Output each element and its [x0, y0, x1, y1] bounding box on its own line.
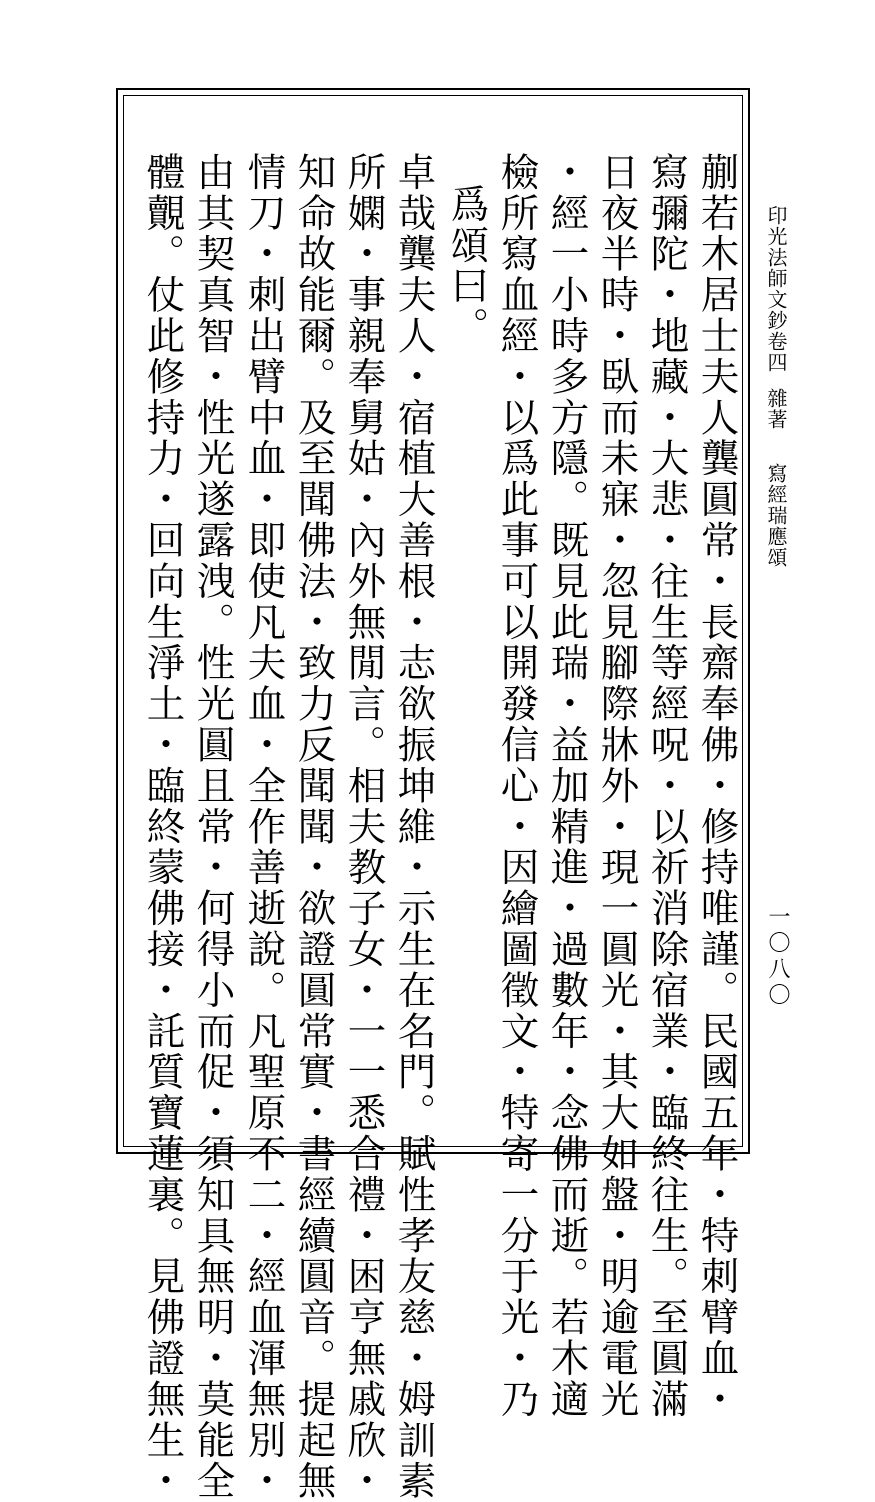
- section-label: 雜著: [764, 388, 788, 430]
- book-title: 印光法師文鈔卷四: [764, 205, 788, 373]
- text-column: 所嫻・事親奉舅姑・內外無閒言。相夫教子女・一一悉合禮・困亨無戚欣・: [341, 152, 387, 1502]
- text-column: ・經一小時多方隱。既見此瑞・益加精進・過數年・念佛而逝。若木適: [544, 152, 590, 1420]
- text-column: 蒯若木居士夫人龔圓常・長齋奉佛・修持唯謹。民國五年・特刺臂血・: [694, 152, 740, 1420]
- text-column: 情刀・刺出臂中血・即使凡夫血・全作善逝說。凡聖原不二・經血渾無別・: [241, 152, 287, 1502]
- text-column: 卓哉龔夫人・宿植大善根・志欲振坤維・示生在名門。賦性孝友慈・姆訓素: [391, 152, 437, 1502]
- text-column: 體覿。仗此修持力・回向生淨土・臨終蒙佛接・託質寶蓮裏。見佛證無生・: [140, 152, 186, 1502]
- text-column: 寫彌陀・地藏・大悲・往生等經呪・以祈消除宿業・臨終往生。至圓滿: [644, 152, 690, 1420]
- text-column: 檢所寫血經・以爲此事可以開發信心・因繪圖徵文・特寄一分于光・乃: [494, 152, 540, 1420]
- text-column: 爲頌曰。: [444, 184, 490, 348]
- text-column: 知命故能爾。及至聞佛法・致力反聞聞・欲證圓常實・書經續圓音。提起無: [291, 152, 337, 1502]
- text-column: 由其契真智・性光遂露洩。性光圓且常・何得小而促・須知具無明・莫能全: [190, 152, 236, 1502]
- text-column: 日夜半時・臥而未寐・忽見腳際牀外・現一圓光・其大如盤・明逾電光: [594, 152, 640, 1420]
- page-number: 一〇八〇: [765, 905, 790, 1009]
- article-title: 寫經瑞應頌: [764, 463, 788, 568]
